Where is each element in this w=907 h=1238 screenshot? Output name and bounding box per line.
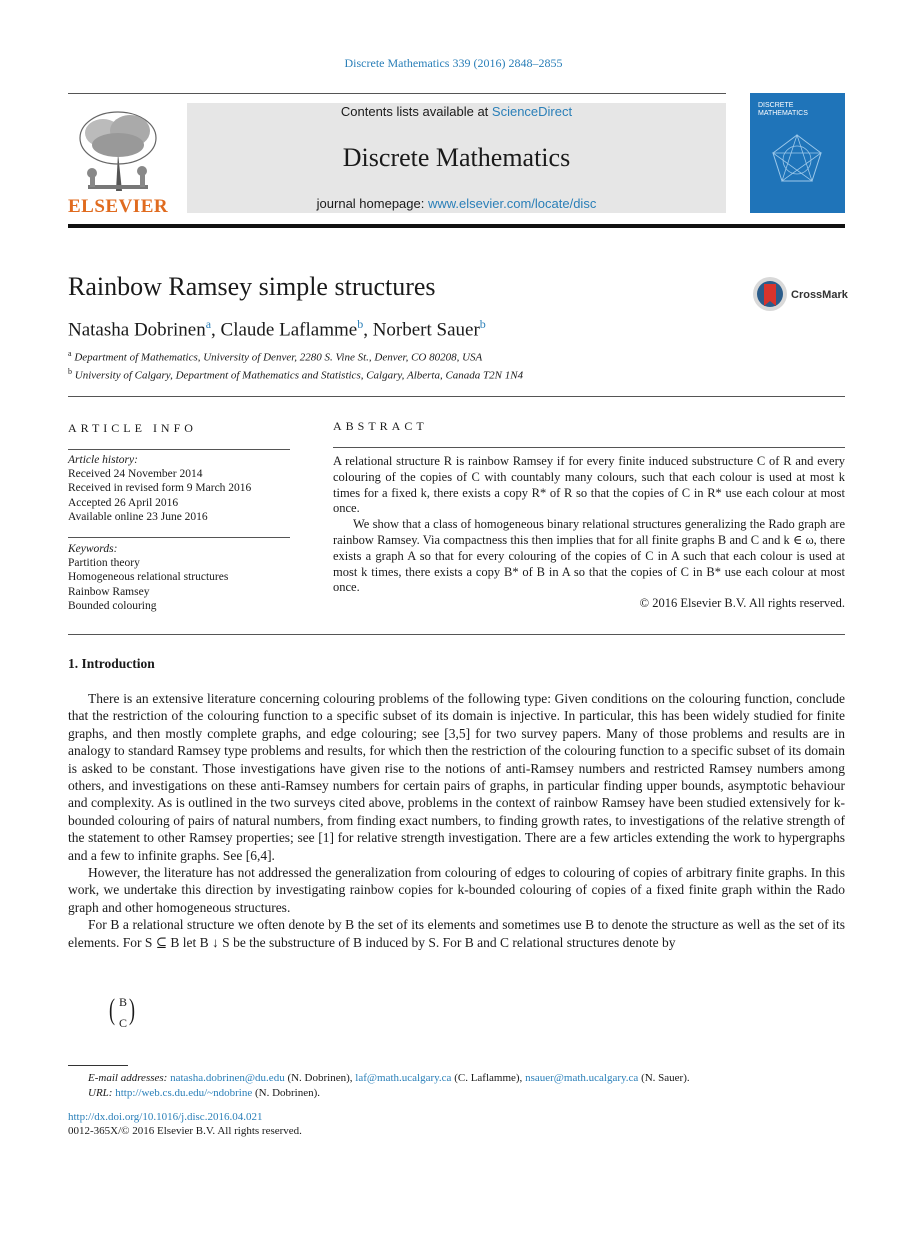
keywords (68, 542, 290, 613)
journal-cover[interactable] (750, 93, 845, 213)
url-owner: (N. Dobrinen). (252, 1087, 321, 1099)
contents-line (187, 104, 726, 119)
email-link[interactable]: nsauer@math.ucalgary.ca (525, 1072, 639, 1084)
affiliation-b (68, 367, 523, 382)
abstract-heading: ABSTRACT (333, 419, 428, 433)
keywords-label: Keywords: (68, 543, 118, 555)
affiliation-marker[interactable]: b (357, 317, 364, 331)
body-paragraph: For B a relational structure we often denote by B the set of its elements and sometimes use B to denote the structure as well as the set of its elements. For S ⊆ B let B ↓ S be the substructure of B induced by S. For B and C relational structures denote by (68, 917, 845, 950)
abstract-rule (333, 447, 845, 448)
header-thick-rule (68, 224, 845, 228)
crossmark-label: CrossMark (791, 289, 848, 301)
article-title: Rainbow Ramsey simple structures (68, 272, 436, 301)
journal-title: Discrete Mathematics (342, 143, 571, 172)
keyword: Bounded colouring (68, 599, 157, 612)
url-label: URL: (88, 1087, 116, 1099)
history-item: Available online 23 June 2016 (68, 510, 208, 523)
affiliation-text: University of Calgary, Department of Mathematics and Statistics, Calgary, Alberta, Canada T2N 1N4 (74, 369, 524, 382)
affiliation-marker[interactable]: b (479, 317, 486, 331)
email-link[interactable]: natasha.dobrinen@du.edu (170, 1072, 285, 1084)
keyword: Rainbow Ramsey (68, 585, 150, 598)
email-owner: (N. Dobrinen), (284, 1072, 356, 1084)
author-name: Norbert Sauer (372, 319, 480, 341)
email-owner: (C. Laflamme), (451, 1072, 526, 1084)
url-footnote (88, 1087, 320, 1099)
doi-link[interactable]: http://dx.doi.org/10.1016/j.disc.2016.04.021 (68, 1111, 263, 1123)
publisher-wordmark: ELSEVIER (68, 196, 169, 217)
homepage-prefix: journal homepage: (316, 196, 428, 211)
journal-homepage-link[interactable]: www.elsevier.com/locate/disc (427, 196, 597, 211)
crossmark-icon (752, 276, 788, 312)
abstract-copyright: © 2016 Elsevier B.V. All rights reserved. (639, 596, 845, 611)
history-item: Received in revised form 9 March 2016 (68, 482, 252, 495)
info-rule (68, 449, 290, 450)
email-footnote (88, 1072, 690, 1084)
affiliation-mark: a (68, 349, 72, 358)
affiliation-mark: b (68, 367, 72, 376)
abstract-text (333, 454, 845, 612)
sciencedirect-link[interactable]: ScienceDirect (491, 104, 573, 119)
article-info-heading: ARTICLE INFO (68, 421, 197, 435)
cover-pentagon-figure-icon (770, 131, 825, 186)
email-label: E-mail addresses: (88, 1072, 171, 1084)
article-history (68, 453, 290, 524)
author-name: Natasha Dobrinen (68, 319, 206, 341)
history-item: Accepted 26 April 2016 (68, 496, 179, 509)
info-rule (68, 537, 290, 538)
affiliation-marker[interactable]: a (205, 317, 212, 331)
history-item: Received 24 November 2014 (68, 468, 203, 481)
header-rule (68, 93, 726, 94)
keyword: Homogeneous relational structures (68, 571, 229, 584)
binom-bottom: C (119, 1016, 128, 1030)
section-heading: 1. Introduction (68, 656, 155, 671)
issn-line: 0012-365X/© 2016 Elsevier B.V. All rights reserved. (68, 1125, 302, 1137)
keyword: Partition theory (68, 557, 140, 570)
binom-top: B (119, 995, 128, 1009)
body-paragraph: However, the literature has not addressed the generalization from colouring of edges to colouring of copies of arbitrary finite graphs. In this work, we undertake this direction by investigating rainbow copies for k-bounded colouring of copies of a fixed finite graph within the Rado graph and other homogeneous structures. (68, 865, 845, 915)
intro-body (68, 690, 845, 951)
contents-prefix: Contents lists available at (340, 104, 492, 119)
author-list: Natasha Dobrinen$^a$, Claude Laflamme$^b$, Norbert Sauer$^b$ (68, 317, 486, 341)
history-label: Article history: (68, 454, 138, 466)
body-paragraph: There is an extensive literature concerning colouring problems of the following type: Given conditions on the colouring function, conclude that the restriction of the colouring function to a specific subset of its domain is injective. In particular, this has been widely studied for finite graphs, and then mostly complete graphs, and edge colouring; see [3,5] for two survey papers. Many of those problems and results are in analogy to standard Ramsey type problems and results, for which then the restriction of the colouring function to a specific subset of its domain is asked to be constant. Those investigations have given rise to the notions of anti-Ramsey numbers and restricted Ramsey numbers among others, and investigations on these anti-Ramsey numbers for certain pairs of graphs, in particular finding upper bounds, asymptotic behaviour and complexity. As is outlined in the two surveys cited above, problems in the context of rainbow Ramsey have been studied extensively for k-bounded colouring of pairs of natural numbers, from finding exact numbers, to finding growth rates, to investigations of the relative strength of the statement to other Ramsey properties; see [1] for relative strength investigation. There are a few articles extending the work to hypergraphs and a few to infinite graphs. See [6,4]. (68, 691, 845, 863)
footnote-rule (68, 1065, 128, 1066)
journal-homepage-line (187, 196, 726, 211)
affiliation-a (68, 349, 482, 364)
author-name: Claude Laflamme (220, 319, 358, 341)
cover-title-1: DISCRETE (758, 102, 794, 109)
homepage-url-link[interactable]: http://web.cs.du.edu/~ndobrine (115, 1087, 253, 1099)
section-rule (68, 396, 845, 397)
abstract-paragraph: We show that a class of homogeneous binary relational structures generalizing the Rado graph are rainbow Ramsey. Via compactness this then implies that for all finite graphs B and C and k ∈ ω, there exists a graph A so that for every colouring of the copies of C in A such that each colour is used at most k times, there exists a copy B* of B in A so that the copies of C in B* use each colour at most once. (333, 517, 845, 595)
crossmark-badge[interactable] (752, 276, 852, 316)
journal-citation[interactable]: Discrete Mathematics 339 (2016) 2848–2855 (344, 56, 563, 70)
section-rule (68, 634, 845, 635)
affiliation-text: Department of Mathematics, University of Denver, 2280 S. Vine St., Denver, CO 80208, USA (74, 351, 483, 364)
abstract-paragraph: A relational structure R is rainbow Ramsey if for every finite induced substructure C of R and every colouring of the copies of C with countably many colours, such that each colour is used at most k times for a fixed k, there exists a copy R* of R so that the copies of C in R* use each colour at most once. (333, 454, 845, 516)
email-link[interactable]: laf@math.ucalgary.ca (355, 1072, 452, 1084)
cover-title-2: MATHEMATICS (758, 110, 808, 117)
email-owner: (N. Sauer). (638, 1072, 690, 1084)
